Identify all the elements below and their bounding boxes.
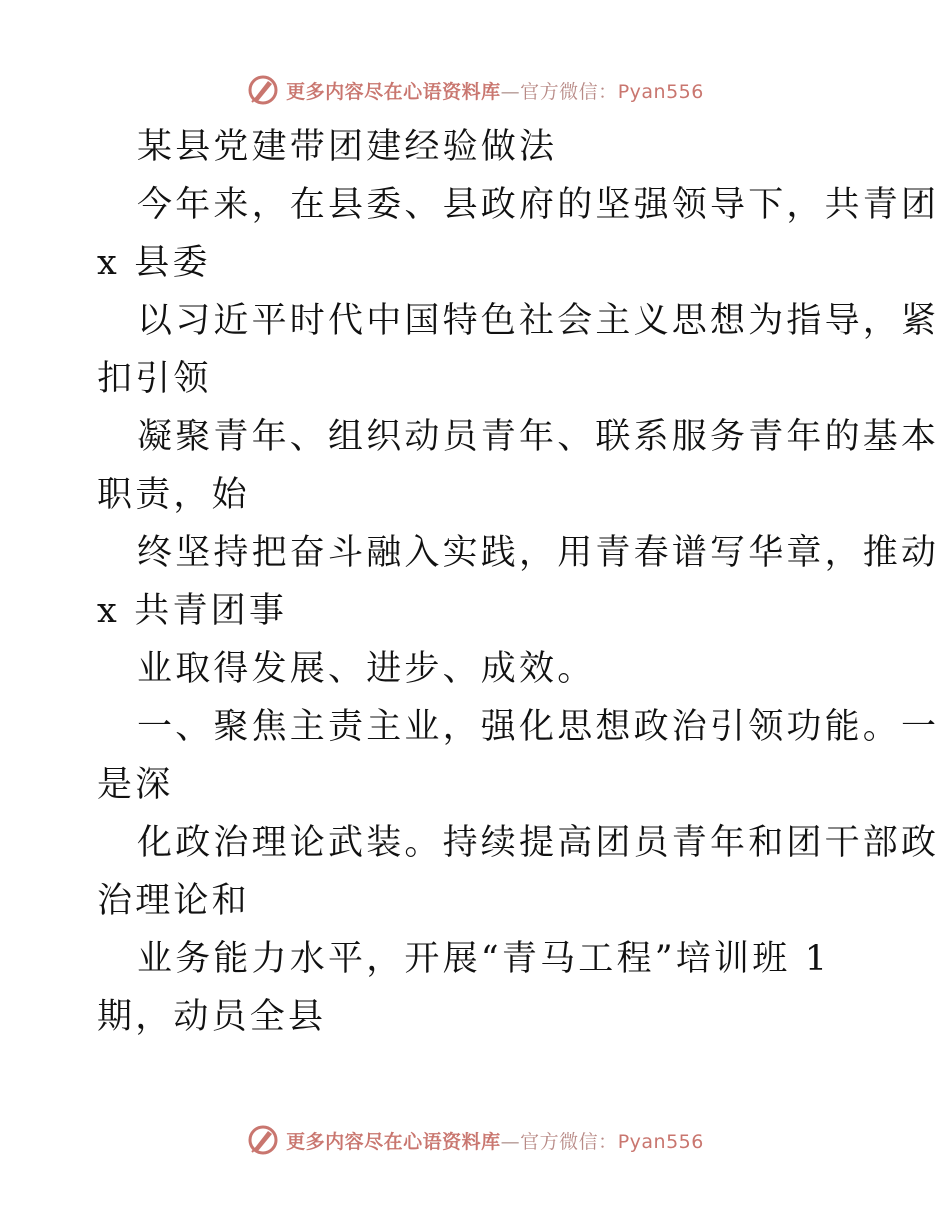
watermark-dash: — [500,1130,521,1153]
text-line: 业务能力水平，开展“青马工程”培训班 1 [137,939,831,979]
watermark-label: 官方微信： [520,1130,618,1153]
text-line: 职责，始 [97,475,250,515]
watermark-text [286,1127,704,1154]
quill-pen-logo-icon [246,73,280,107]
document-body [97,118,940,1046]
watermark-label: 官方微信： [520,80,618,103]
watermark-main: 更多内容尽在心语资料库 [286,80,501,103]
quill-pen-logo-icon [246,1123,280,1157]
text-line: 治理论和 [97,881,250,921]
watermark-id: Pyan556 [617,80,704,103]
text-line: 是深 [97,765,174,805]
text-line: 以习近平时代中国特色社会主义思想为指导，紧 [137,301,940,341]
text-line: 化政治理论武装。持续提高团员青年和团干部政 [137,823,940,863]
text-line: x 共青团事 [97,591,288,631]
text-line: 扣引领 [97,359,212,399]
text-line: 终坚持把奋斗融入实践，用青春谱写华章，推动 [137,533,940,573]
watermark-banner-bottom [0,1120,950,1160]
text-line: 凝聚青年、组织动员青年、联系服务青年的基本 [137,417,940,457]
watermark-dash: — [500,80,521,103]
watermark-banner-top [0,70,950,110]
text-line: 业取得发展、进步、成效。 [137,649,596,689]
watermark-text [286,77,704,104]
text-line: 一、聚焦主责主业，强化思想政治引领功能。一 [137,707,940,747]
text-line: 今年来，在县委、县政府的坚强领导下，共青团 [137,185,940,225]
watermark-id: Pyan556 [617,1130,704,1153]
text-line: 某县党建带团建经验做法 [137,127,558,167]
text-line: x 县委 [97,243,211,283]
watermark-main: 更多内容尽在心语资料库 [286,1130,501,1153]
text-line: 期，动员全县 [97,997,327,1037]
